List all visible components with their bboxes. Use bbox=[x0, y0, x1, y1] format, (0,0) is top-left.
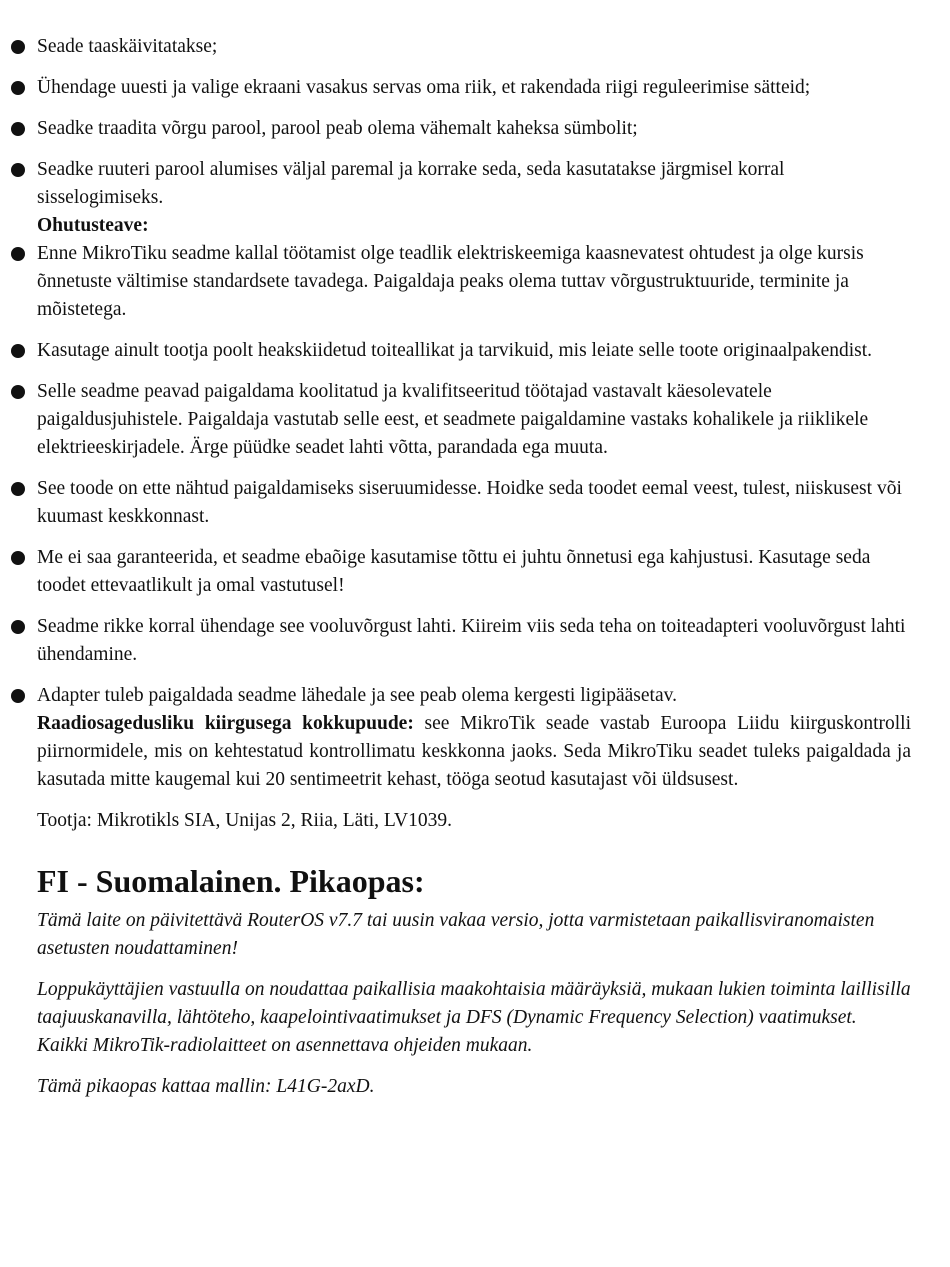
bullet-icon bbox=[11, 620, 25, 634]
bullet-icon bbox=[11, 385, 25, 399]
fi-paragraph: Tämä pikaopas kattaa mallin: L41G-2axD. bbox=[37, 1076, 375, 1097]
bullet-icon bbox=[11, 551, 25, 565]
bullet-icon bbox=[11, 689, 25, 703]
document-content bbox=[37, 33, 911, 1114]
safety-list bbox=[37, 240, 911, 710]
radio-exposure-paragraph bbox=[37, 710, 911, 794]
bullet-icon bbox=[11, 81, 25, 95]
fi-paragraph: Loppukäyttäjien vastuulla on noudattaa paikallisia maakohtaisia määräyksiä, mukaan lukien toiminta laillisilla taajuuskanavilla, lähtöteho, kaapelointivaatimukset ja DFS (Dynamic Frequency Selection) vaatimukset. Kaikki MikroTik-radiolaitteet on asennettava ohjeiden mukaan. bbox=[37, 979, 911, 1056]
list-item: Enne MikroTiku seadme kallal töötamist olge teadlik elektriskeemiga kaasnevatest ohtudest ja olge kursis õnnetuste vältimise standardsete tavadega. Paigaldaja peaks olema tuttav võrgustruktuuride, terminite ja mõistetega. bbox=[37, 240, 911, 324]
list-item: Kasutage ainult tootja poolt heakskiidetud toiteallikat ja tarvikuid, mis leiate selle toote originaalpakendist. bbox=[37, 337, 911, 365]
bullet-icon bbox=[11, 344, 25, 358]
bullet-icon bbox=[11, 122, 25, 136]
radio-exposure-text: see MikroTik seade vastab Euroopa Liidu kiirguskontrolli piirnormidele, mis on kehtestatud kontrollimatu keskkonna jaoks. Seda MikroTiku seadet tuleks paigaldada ja kasutada mitte kaugemal kui 20 sentimeetrit kehast, tööga seotud kasutajast või üldsusest. bbox=[37, 713, 912, 790]
list-item: See toode on ette nähtud paigaldamiseks siseruumidesse. Hoidke seda toodet eemal veest, tulest, niiskusest või kuumast keskkonnast. bbox=[37, 475, 911, 531]
radio-exposure-lead: Raadiosagedusliku kiirgusega kokkupuude: bbox=[37, 713, 414, 734]
fi-paragraph: Tämä laite on päivitettävä RouterOS v7.7 tai uusin vakaa versio, jotta varmistetaan paikallisviranomaisten asetusten noudattaminen! bbox=[37, 910, 875, 959]
list-item: Seadke ruuteri parool alumises väljal paremal ja korrake seda, seda kasutatakse järgmisel korral sisselogimiseks. bbox=[37, 156, 911, 212]
list-item: Selle seadme peavad paigaldama koolitatud ja kvalifitseeritud töötajad vastavalt käesolevatele paigaldusjuhistele. Paigaldaja vastutab selle eest, et seadmete paigaldamine vastaks kohalikele ja riiklikele elektrieeskirjadele. Ärge püüdke seadet lahti võtta, parandada ega muuta. bbox=[37, 378, 911, 462]
setup-steps-list bbox=[37, 33, 911, 212]
list-item: Ühendage uuesti ja valige ekraani vasakus servas oma riik, et rakendada riigi reguleerimise sätteid; bbox=[37, 74, 911, 102]
bullet-icon bbox=[11, 247, 25, 261]
fi-section-heading: FI - Suomalainen. Pikaopas: bbox=[37, 863, 425, 899]
bullet-icon bbox=[11, 163, 25, 177]
list-item: Adapter tuleb paigaldada seadme lähedale ja see peab olema kergesti ligipääsetav. bbox=[37, 682, 911, 710]
manufacturer-line: Tootja: Mikrotikls SIA, Unijas 2, Riia, Läti, LV1039. bbox=[37, 810, 452, 831]
list-item: Seadke traadita võrgu parool, parool peab olema vähemalt kaheksa sümbolit; bbox=[37, 115, 911, 143]
safety-heading: Ohutusteave: bbox=[37, 215, 149, 236]
list-item: Me ei saa garanteerida, et seadme ebaõige kasutamise tõttu ei juhtu õnnetusi ega kahjustusi. Kasutage seda toodet ettevaatlikult ja omal vastutusel! bbox=[37, 544, 911, 600]
bullet-icon bbox=[11, 482, 25, 496]
list-item: Seade taaskäivitatakse; bbox=[37, 33, 911, 61]
bullet-icon bbox=[11, 40, 25, 54]
list-item: Seadme rikke korral ühendage see vooluvõrgust lahti. Kiireim viis seda teha on toiteadapteri vooluvõrgust lahti ühendamine. bbox=[37, 613, 911, 669]
